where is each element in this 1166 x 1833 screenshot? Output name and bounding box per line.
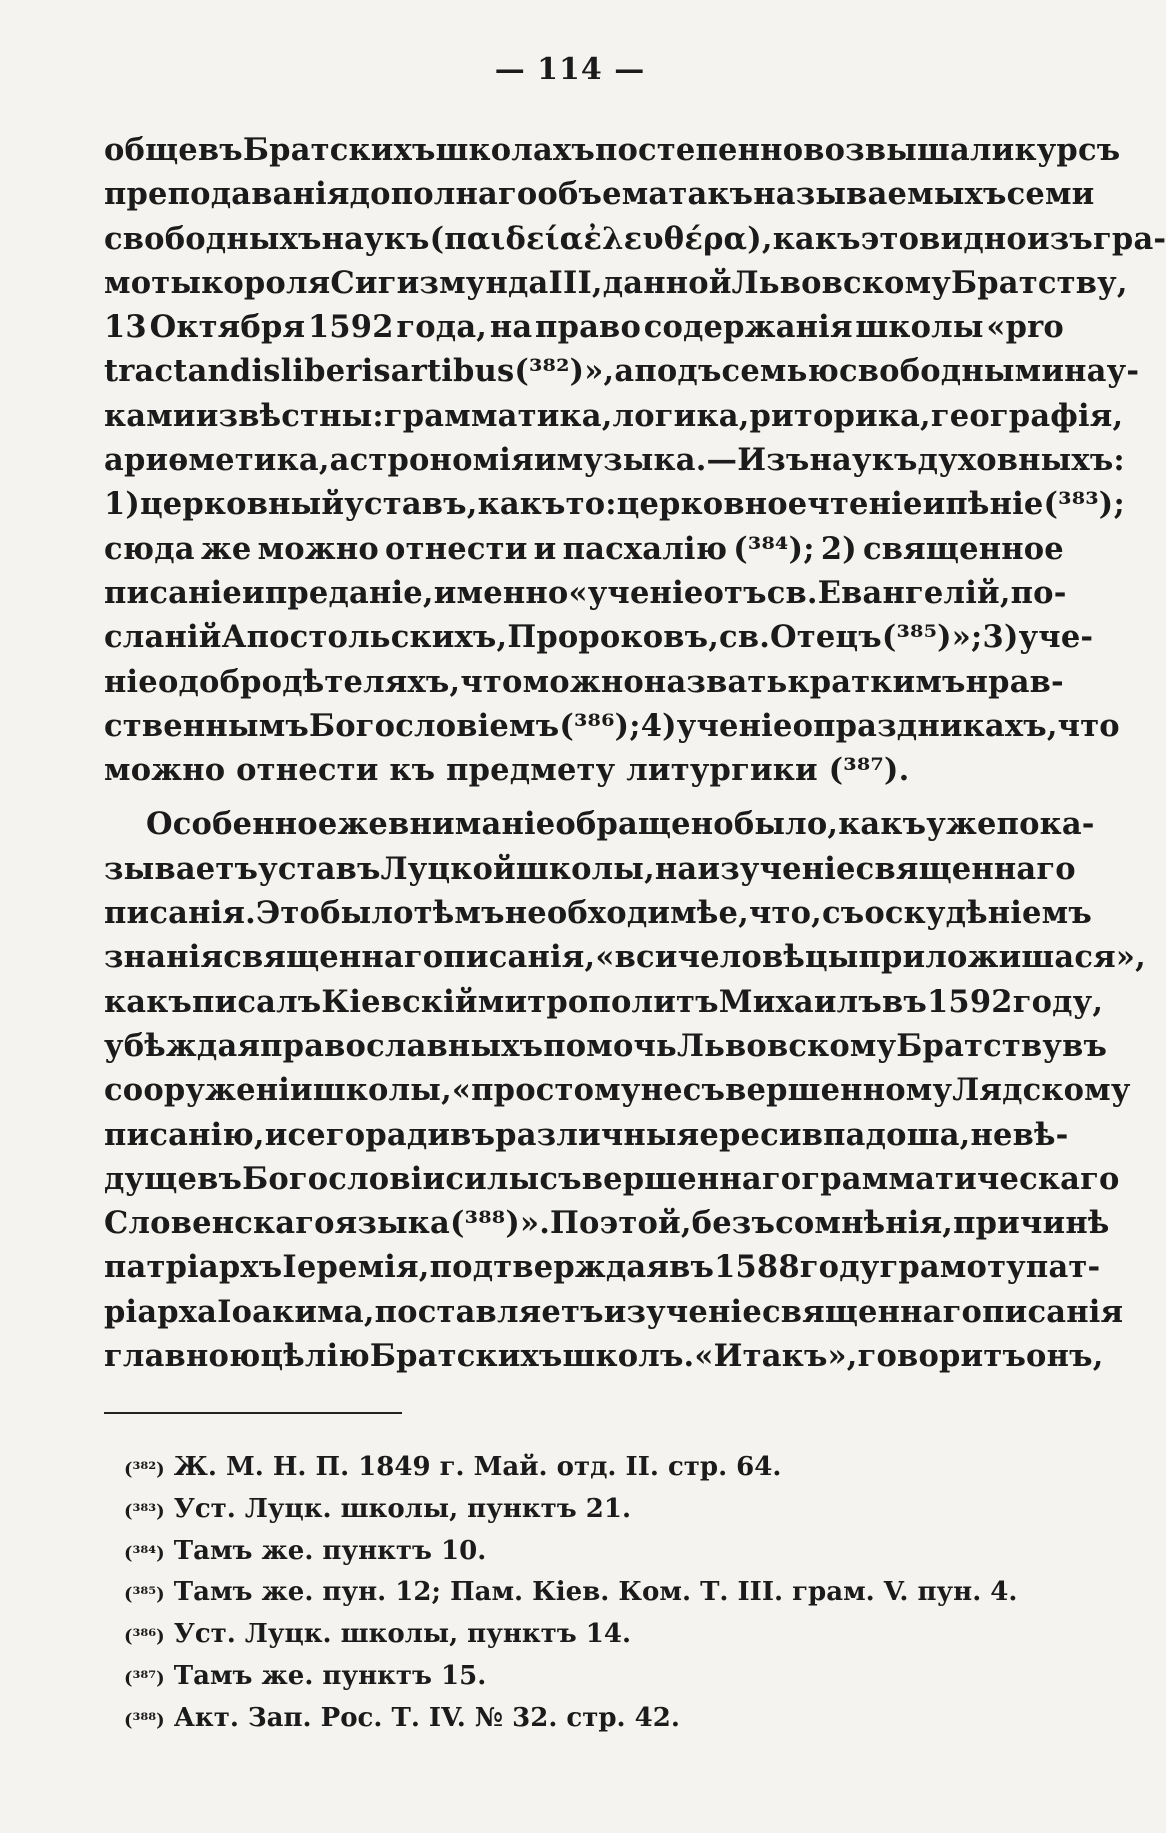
text-line: ками извѣстны: грамматика, логика, риторика, географія,: [104, 397, 1124, 434]
text-line: можно отнести къ предмету литургики (³⁸⁷).: [104, 752, 910, 789]
footnote: [124, 1573, 1024, 1615]
footnote-text: Тамъ же. пунктъ 10.: [173, 1535, 487, 1566]
footnote-number: (³⁸⁵): [124, 1584, 165, 1606]
text-line: ніе о добродѣтеляхъ, что можно назвать краткимъ нрав-: [104, 663, 1064, 700]
text-line: ариѳметика, астрономія и музыка. — Изъ наукъ духовныхъ:: [104, 442, 1125, 479]
footnote-number: (³⁸⁴): [124, 1542, 165, 1564]
text-line: 13 Октября 1592 года, на право содержанія школы «pro: [104, 309, 1064, 346]
footnote: [124, 1532, 1024, 1574]
page-number: — 114 —: [494, 52, 646, 87]
text-line: писаніе и преданіе, именно «ученіе отъ св. Евангелій, по-: [104, 574, 1067, 611]
footnote-divider: [104, 1412, 402, 1414]
footnote-text: Ж. М. Н. П. 1849 г. Май. отд. II. стр. 64.: [173, 1452, 782, 1482]
footnote-text: Уст. Луцк. школы, пунктъ 14.: [173, 1619, 631, 1650]
text-line: главною цѣлію Братскихъ школъ. «И такъ», говоритъ онъ,: [104, 1338, 1104, 1375]
text-line: ріарха Іоакима, поставляетъ изученіе священнаго писанія: [104, 1293, 1124, 1330]
text-line: патріархъ Іеремія, подтверждая въ 1588 году грамоту пат-: [104, 1249, 1101, 1286]
text-line: обще въ Братскихъ школахъ постепенно возвышали курсъ: [104, 132, 1121, 168]
text-line: 1) церковный уставъ, какъ то: церковное чтеніе и пѣніе (³⁸³);: [104, 486, 1125, 523]
footnote: [124, 1657, 1024, 1699]
text-line: ственнымъ Богословіемъ (³⁸⁶); 4) ученіе о праздникахъ, что: [104, 707, 1120, 744]
text-line: сооруженіи школы, «простому несъвершенному Лядскому: [104, 1072, 1131, 1109]
text-line: сюда же можно отнести и пасхалію (³⁸⁴); 2) священное: [104, 530, 1064, 567]
text-line: свободныхъ наукъ (παιδεία ἐλευθέρα), какъ это видно изъ гра-: [104, 220, 1166, 257]
footnote: [124, 1448, 1024, 1490]
text-line: убѣждая православныхъ помочь Львовскому Братству въ: [104, 1027, 1108, 1064]
footnote: [124, 1699, 1024, 1741]
footnote-number: (³⁸⁶): [124, 1626, 165, 1648]
body-text: [104, 128, 1166, 1378]
text-line: писанію, и сего ради въ различныя ереси впадоша, не вѣ-: [104, 1116, 1069, 1153]
footnote-number: (³⁸⁸): [124, 1709, 165, 1731]
paragraph-gap: [104, 792, 1064, 802]
text-line: моты короля Сигизмунда III, данной Львовскому Братству,: [104, 264, 1128, 301]
footnote-text: Акт. Зап. Рос. Т. IV. № 32. стр. 42.: [173, 1702, 680, 1733]
text-line: Словенскаго языка (³⁸⁸)». По этой, безъ сомнѣнія, причинѣ: [104, 1205, 1110, 1242]
footnote-number: (³⁸⁷): [124, 1667, 165, 1689]
text-line: Особенное же вниманіе обращено было, какъ уже пока-: [146, 806, 1095, 843]
footnotes: [124, 1448, 1024, 1741]
text-line: преподаванія до полнаго объема такъ называемыхъ семи: [104, 176, 1095, 213]
footnote-number: (³⁸²): [124, 1459, 165, 1480]
text-line: дуще въ Богословіи силы съвершеннаго грамматическаго: [104, 1160, 1120, 1197]
text-line: сланій Апостольскихъ, Пророковъ, св. Отецъ (³⁸⁵)»; 3) уче-: [104, 619, 1094, 656]
text-line: какъ писалъ Кіевскій митрополитъ Михаилъ въ 1592 году,: [104, 983, 1104, 1020]
footnote-number: (³⁸³): [124, 1500, 165, 1522]
text-line: зываетъ уставъ Луцкой школы, на изученіе священнаго: [104, 850, 1076, 887]
text-line: tractandis liberis artibus (³⁸²)», а подъ семью свободными нау-: [104, 353, 1140, 390]
footnote-text: Тамъ же. пун. 12; Пам. Кіев. Ком. Т. III. грам. V. пун. 4.: [173, 1577, 1018, 1608]
text-line: писанія. Это было тѣмъ необходимѣе, что, съ оскудѣніемъ: [104, 895, 1092, 932]
text-line: знанія священнаго писанія, «вси человѣцы приложишася»,: [104, 939, 1146, 976]
footnote: [124, 1615, 1024, 1657]
footnote: [124, 1490, 1024, 1532]
footnote-text: Уст. Луцк. школы, пунктъ 21.: [173, 1493, 631, 1524]
footnote-text: Тамъ же. пунктъ 15.: [173, 1660, 487, 1691]
